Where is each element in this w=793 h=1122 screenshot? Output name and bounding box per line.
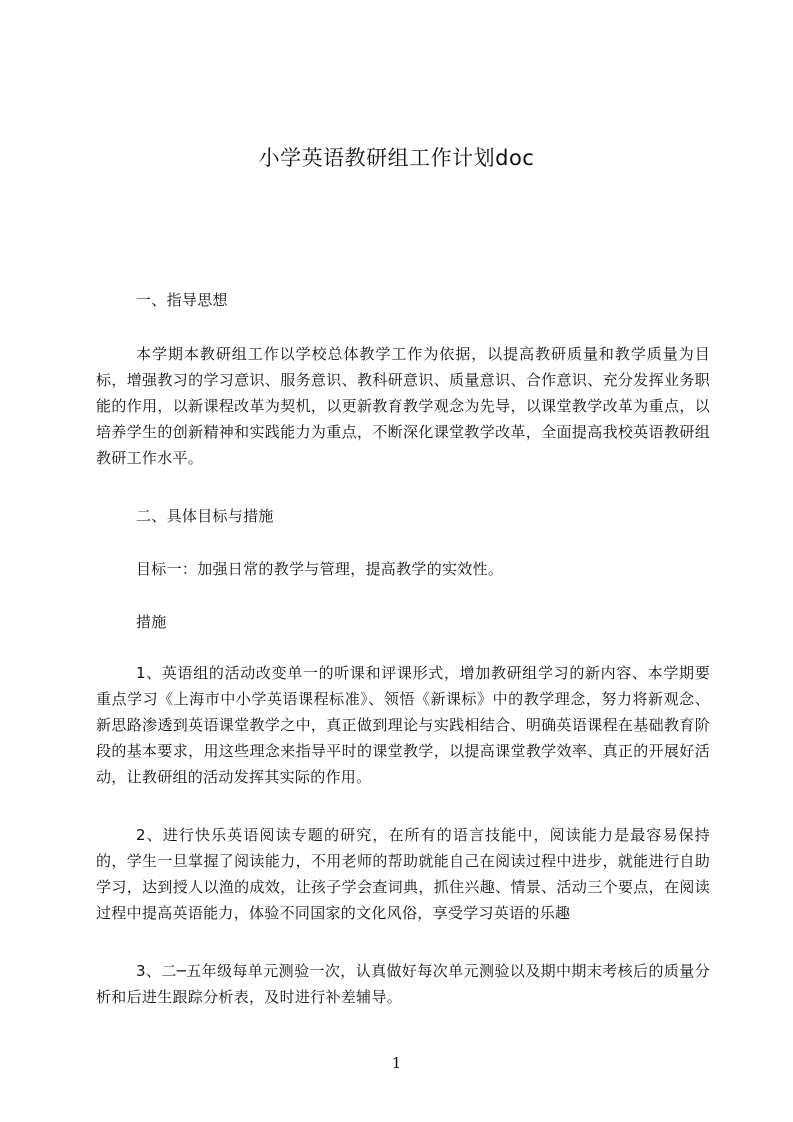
measure-item-2: 2、进行快乐英语阅读专题的研究，在所有的语言技能中，阅读能力是最容易保持的，学生一旦掌握了阅读能力，不用老师的帮助就能自己在阅读过程中进步，就能进行自助学习，达到授人以渔的成效，让孩子学会查词典，抓住兴趣、情景、活动三个要点，在阅读过程中提高英语能力，体验不同国家的文化风俗，享受学习英语的乐趣 (96, 826, 710, 922)
measure-item-3: 3、二─五年级每单元测验一次，认真做好每次单元测验以及期中期末考核后的质量分析和后进生跟踪分析表，及时进行补差辅导。 (96, 962, 710, 1006)
section-heading-guiding-ideology: 一、指导思想 (136, 291, 228, 309)
section-heading-goals-measures: 二、具体目标与措施 (136, 507, 274, 525)
goal-one: 目标一：加强日常的教学与管理，提高教学的实效性。 (136, 560, 504, 578)
measure-item-1: 1、英语组的活动改变单一的听课和评课形式，增加教研组学习的新内容、本学期要重点学习《上海市中小学英语课程标准》、领悟《新课标》中的教学理念，努力将新观念、新思路渗透到英语课堂教学之中，真正做到理论与实践相结合、明确英语课程在基础教育阶段的基本要求，用这些理念来指导平时的课堂教学，以提高课堂教学效率、真正的开展好活动，让教研组的活动发挥其实际的作用。 (96, 664, 710, 786)
measures-heading: 措施 (136, 613, 167, 631)
page-number: 1 (391, 1054, 402, 1072)
document-title: 小学英语教研组工作计划doc (258, 146, 535, 170)
paragraph-guiding-ideology: 本学期本教研组工作以学校总体教学工作为依据，以提高教研质量和教学质量为目标，增强教习的学习意识、服务意识、教科研意识、质量意识、合作意识、充分发挥业务职能的作用，以新课程改革为契机，以更新教育教学观念为先导，以课堂教学改革为重点，以培养学生的创新精神和实践能力为重点，不断深化课堂教学改革，全面提高我校英语教研组教研工作水平。 (96, 345, 710, 467)
